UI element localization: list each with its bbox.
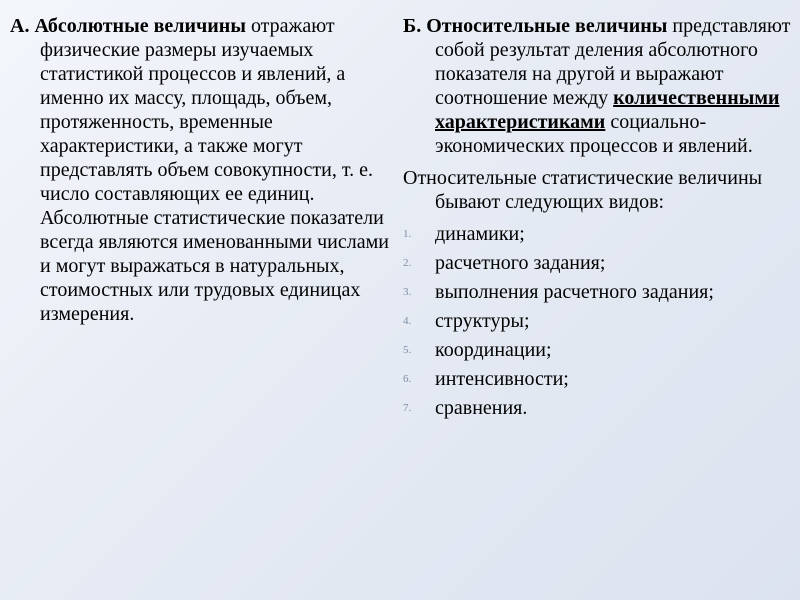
list-item [403,222,795,246]
list-item-label: структуры; [435,310,530,332]
absolute-values-paragraph [10,14,392,326]
list-item [403,280,795,304]
list-item-label: координации; [435,339,552,361]
list-item [403,309,795,333]
list-item-number: 2. [403,257,412,269]
list-item-number: 5. [403,344,412,356]
relative-values-text-before: представляют собой результат деления абсолютного показателя на другой и выражают соотношение между [435,15,791,109]
quantitative-characteristics-term: количественными характеристиками [435,87,780,133]
list-item [403,396,795,420]
list-item-label: интенсивности; [435,368,569,390]
relative-values-column [403,14,795,425]
relative-values-heading: Б. Относительные величины [403,15,668,37]
absolute-values-heading: А. Абсолютные величины [10,15,246,37]
relative-values-paragraph [403,14,795,158]
list-item-number: 1. [403,228,412,240]
list-item [403,251,795,275]
list-item-label: выполнения расчетного задания; [435,281,714,303]
list-item-label: расчетного задания; [435,252,606,274]
relative-types-intro: Относительные статистические величины бывают следующих видов: [403,167,763,213]
relative-values-text-after: социально-экономических процессов и явлений. [435,111,753,157]
absolute-values-text: отражают физические размеры изучаемых статистикой процессов и явлений, а именно их массу, площадь, объем, протяженность, временные характеристики, а также могут представлять объем совокупности, т. е. число составляющих ее единиц. Абсолютные статистические показатели всегда являются именованными числами и могут выражаться в натуральных, стоимостных или трудовых единицах измерения. [40,15,389,325]
absolute-values-column [10,14,392,326]
relative-types-list [403,222,795,420]
list-item-label: сравнения. [435,397,528,419]
list-item [403,338,795,362]
list-item-number: 3. [403,286,412,298]
list-item [403,367,795,391]
list-item-label: динамики; [435,223,525,245]
list-item-number: 6. [403,373,412,385]
list-item-number: 4. [403,315,412,327]
list-item-number: 7. [403,402,412,414]
